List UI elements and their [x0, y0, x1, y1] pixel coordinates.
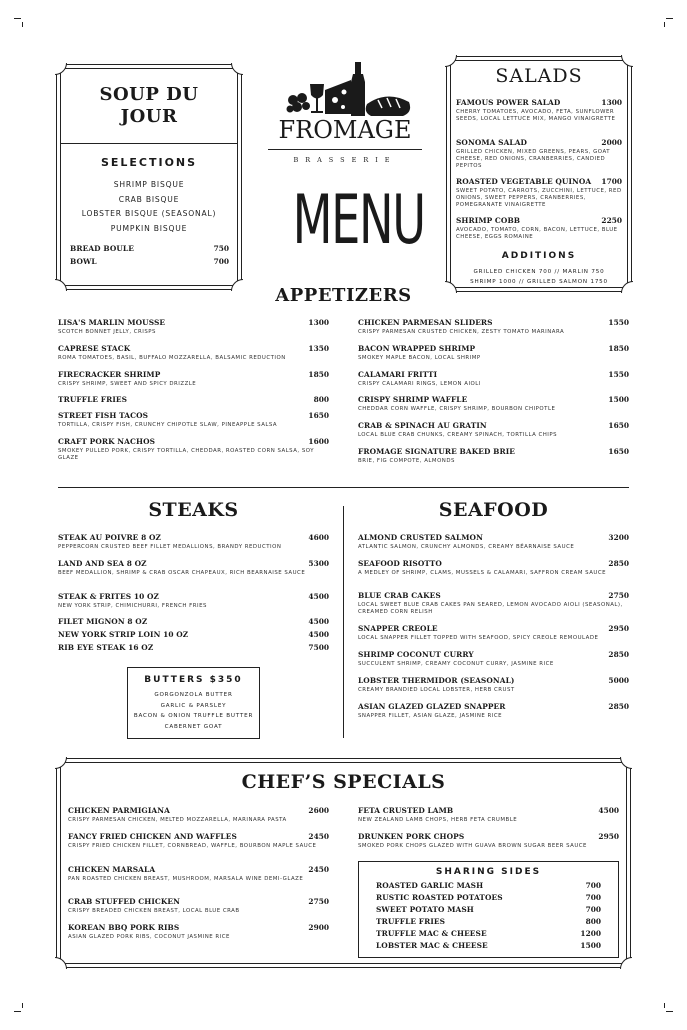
item-description: CRISPY CALAMARI RINGS, LEMON AIOLI	[358, 381, 481, 387]
chefs-item	[68, 806, 329, 824]
item-price: 1500	[580, 941, 601, 950]
appetizer-item	[58, 395, 329, 404]
item-name: RUSTIC ROASTED POTATOES	[376, 893, 503, 902]
item-name: SWEET POTATO MASH	[376, 905, 474, 914]
item-price: 1650	[308, 411, 329, 420]
item-price: 2250	[601, 216, 622, 225]
item-description: ASIAN GLAZED PORK RIBS, COCONUT JASMINE RICE	[68, 934, 230, 940]
item-name: SEAFOOD RISOTTO	[358, 559, 442, 568]
appetizer-item	[58, 370, 329, 388]
item-name: BREAD BOULE	[70, 244, 134, 253]
item-description: TORTILLA, CRISPY FISH, CRUNCHY CHIPOTLE SLAW, PINEAPPLE SALSA	[58, 422, 278, 428]
appetizer-item	[58, 411, 329, 429]
salad-item	[456, 138, 622, 171]
chefs-item	[68, 832, 329, 850]
item-name: CAPRESE STACK	[58, 344, 131, 353]
side-item	[376, 929, 601, 938]
soup-price-row	[70, 244, 229, 253]
item-price: 4500	[598, 806, 619, 815]
seafood-item	[358, 650, 629, 668]
item-description: CRISPY PARMESAN CRUSTED CHICKEN, ZESTY TOMATO MARINARA	[358, 329, 565, 335]
appetizer-item	[358, 395, 629, 413]
side-item	[376, 917, 601, 926]
item-name: SONOMA SALAD	[456, 138, 528, 147]
item-description: SCOTCH BONNET JELLY, CRISPS	[58, 329, 156, 335]
item-price: 7500	[308, 643, 329, 652]
butters-title: BUTTERS $350	[144, 675, 243, 685]
item-price: 1700	[601, 177, 622, 186]
item-name: LOBSTER THERMIDOR (SEASONAL)	[358, 676, 515, 685]
item-price: 1650	[608, 447, 629, 456]
item-description: A MEDLEY OF SHRIMP, CLAMS, MUSSELS & CALAMARI, SAFFRON CREAM SAUCE	[358, 570, 607, 576]
item-description: CREAMY BRANDIED LOCAL LOBSTER, HERB CRUST	[358, 687, 515, 693]
list-entry: BACON & ONION TRUFFLE BUTTER	[133, 713, 254, 719]
salads-title: SALADS	[495, 65, 583, 87]
soup-selection: PUMPKIN BISQUE	[110, 223, 188, 233]
menu-title: MENU	[292, 181, 425, 260]
item-name: CRAB & SPINACH AU GRATIN	[358, 421, 487, 430]
salad-item	[456, 216, 622, 241]
item-description: GRILLED CHICKEN, MIXED GREENS, PEARS, GOAT CHEESE, RED ONIONS, CRANBERRIES, CANDIED PEPITOS	[456, 149, 611, 170]
item-price: 750	[213, 244, 229, 253]
item-name: CHICKEN PARMIGIANA	[68, 806, 170, 815]
item-price: 800	[585, 917, 601, 926]
item-description: PEPPERCORN CRUSTED BEEF FILLET MEDALLIONS, BRANDY REDUCTION	[58, 544, 282, 550]
crop-mark-bottom-left	[14, 1006, 24, 1016]
steak-item	[58, 643, 329, 652]
item-price: 1300	[308, 318, 329, 327]
item-name: RIB EYE STEAK 16 OZ	[58, 643, 154, 652]
item-description: ATLANTIC SALMON, CRUNCHY ALMONDS, CREAMY BÉARNAISE SAUCE	[358, 544, 575, 550]
item-description: SWEET POTATO, CARROTS, ZUCCHINI, LETTUCE, RED ONIONS, SWEET PEPPERS, CRANBERRIES, POMEGRANATE VINAIGRETTE	[456, 188, 622, 209]
item-price: 1200	[580, 929, 601, 938]
item-price: 1850	[608, 344, 629, 353]
additions-list	[452, 267, 626, 287]
item-description: CHEDDAR CORN WAFFLE, CRISPY SHRIMP, BOURBON CHIPOTLE	[358, 406, 556, 412]
item-name: TRUFFLE FRIES	[376, 917, 446, 926]
logo-rule	[268, 149, 422, 150]
item-price: 2850	[608, 559, 629, 568]
item-price: 1650	[608, 421, 629, 430]
item-price: 2450	[308, 865, 329, 874]
item-description: CRISPY BREADED CHICKEN BREAST, LOCAL BLUE CRAB	[68, 908, 240, 914]
item-price: 2900	[308, 923, 329, 932]
soup-divider	[60, 143, 238, 144]
item-name: SHRIMP COBB	[456, 216, 521, 225]
item-price: 2950	[598, 832, 619, 841]
list-entry: GARLIC & PARSLEY	[160, 702, 227, 709]
crop-mark-bottom-right	[663, 1006, 673, 1016]
item-name: TRUFFLE FRIES	[58, 395, 128, 404]
sharing-sides-title: SHARING SIDES	[435, 867, 542, 877]
item-price: 5300	[308, 559, 329, 568]
item-description: AVOCADO, TOMATO, CORN, BACON, LETTUCE, BLUE CHEESE, EGGS ROMAINE	[456, 227, 618, 241]
item-name: FROMAGE SIGNATURE BAKED BRIE	[358, 447, 516, 456]
side-item	[376, 893, 601, 902]
soup-selections-title: SELECTIONS	[100, 156, 198, 169]
column-divider	[343, 506, 344, 738]
section-divider	[58, 487, 629, 488]
item-name: ROASTED GARLIC MASH	[376, 881, 484, 890]
appetizer-item	[58, 437, 329, 462]
item-price: 2600	[308, 806, 329, 815]
item-price: 700	[585, 881, 601, 890]
item-description: CRISPY SHRIMP, SWEET AND SPICY DRIZZLE	[58, 381, 197, 387]
seafood-item	[358, 533, 629, 551]
item-name: TRUFFLE MAC & CHEESE	[376, 929, 487, 938]
item-description: LOCAL SWEET BLUE CRAB CAKES PAN SEARED, LEMON AVOCADO AIOLI (SEASONAL), CREAMED CORN RELISH	[358, 602, 623, 616]
steak-item	[58, 559, 329, 577]
item-price: 4500	[308, 592, 329, 601]
item-name: CHICKEN MARSALA	[68, 865, 156, 874]
item-name: BOWL	[70, 257, 97, 266]
item-name: DRUNKEN PORK CHOPS	[358, 832, 465, 841]
soup-selections-list	[66, 178, 232, 236]
item-name: STREET FISH TACOS	[58, 411, 149, 420]
steak-item	[58, 592, 329, 610]
item-description: SMOKEY MAPLE BACON, LOCAL SHRIMP	[358, 355, 481, 361]
item-name: ALMOND CRUSTED SALMON	[358, 533, 483, 542]
item-price: 2750	[308, 897, 329, 906]
soup-selection: SHRIMP BISQUE	[113, 180, 185, 189]
item-price: 700	[585, 893, 601, 902]
item-price: 2950	[608, 624, 629, 633]
logo-tagline: BRASSERIE	[293, 156, 397, 164]
steaks-title: STEAKS	[148, 499, 239, 521]
item-name: SHRIMP COCONUT CURRY	[358, 650, 474, 659]
item-price: 1500	[608, 395, 629, 404]
item-description: PAN ROASTED CHICKEN BREAST, MUSHROOM, MARSALA WINE DEMI-GLAZE	[68, 876, 304, 882]
item-price: 2000	[601, 138, 622, 147]
item-description: CHERRY TOMATOES, AVOCADO, FETA, SUNFLOWER SEEDS, LOCAL LETTUCE MIX, MANGO VINAIGRETTE	[456, 109, 616, 123]
item-name: FILET MIGNON 8 OZ	[58, 617, 148, 626]
item-name: CRAFT PORK NACHOS	[58, 437, 156, 446]
seafood-item	[358, 624, 629, 642]
item-description: SUCCULENT SHRIMP, CREAMY COCONUT CURRY, JASMINE RICE	[358, 661, 554, 667]
seafood-item	[358, 702, 629, 720]
item-price: 1600	[308, 437, 329, 446]
item-name: BLUE CRAB CAKES	[358, 591, 441, 600]
steak-item	[58, 630, 329, 639]
appetizer-item	[358, 421, 629, 439]
item-description: BEEF MEDALLION, SHRIMP & CRAB OSCAR CHAPEAUX, RICH BEARNAISE SAUCE	[58, 570, 306, 576]
side-item	[376, 941, 601, 950]
item-price: 1300	[601, 98, 622, 107]
item-name: NEW YORK STRIP LOIN 10 OZ	[58, 630, 189, 639]
appetizer-item	[358, 318, 629, 336]
logo-name: FROMAGE	[278, 116, 412, 144]
appetizer-item	[358, 447, 629, 465]
side-item	[376, 905, 601, 914]
item-description: LOCAL SNAPPER FILLET TOPPED WITH SEAFOOD, SPICY CREOLE REMOULADE	[358, 635, 599, 641]
item-price: 1550	[608, 370, 629, 379]
soup-price-row	[70, 257, 229, 266]
steak-item	[58, 617, 329, 626]
appetizer-item	[358, 344, 629, 362]
chefs-item	[68, 923, 329, 941]
item-price: 3200	[608, 533, 629, 542]
item-name: CHICKEN PARMESAN SLIDERS	[358, 318, 493, 327]
appetizer-item	[358, 370, 629, 388]
item-price: 1350	[308, 344, 329, 353]
item-price: 4600	[308, 533, 329, 542]
list-entry: SHRIMP 1000 // GRILLED SALMON 1750	[470, 279, 608, 285]
seafood-item	[358, 591, 629, 616]
list-entry: CABERNET GOAT	[164, 723, 223, 730]
item-price: 2450	[308, 832, 329, 841]
item-name: ROASTED VEGETABLE QUINOA	[456, 177, 592, 186]
appetizer-item	[58, 344, 329, 362]
item-price: 2850	[608, 650, 629, 659]
seafood-title: SEAFOOD	[438, 499, 549, 521]
item-name: CRISPY SHRIMP WAFFLE	[358, 395, 468, 404]
item-description: LOCAL BLUE CRAB CHUNKS, CREAMY SPINACH, TORTILLA CHIPS	[358, 432, 558, 438]
item-name: FANCY FRIED CHICKEN AND WAFFLES	[68, 832, 237, 841]
item-name: LOBSTER MAC & CHEESE	[376, 941, 488, 950]
crop-mark-top-left	[14, 14, 24, 24]
item-price: 4500	[308, 630, 329, 639]
soup-selection: CRAB BISQUE	[118, 194, 180, 204]
item-price: 700	[585, 905, 601, 914]
item-name: KOREAN BBQ PORK RIBS	[68, 923, 180, 932]
item-description: SMOKED PORK CHOPS GLAZED WITH GUAVA BROWN SUGAR BEER SAUCE	[358, 843, 587, 849]
soup-selection: LOBSTER BISQUE (SEASONAL)	[81, 209, 217, 218]
item-name: SNAPPER CREOLE	[358, 624, 438, 633]
item-description: CRISPY FRIED CHICKEN FILLET, CORNBREAD, WAFFLE, BOURBON MAPLE SAUCE	[68, 843, 317, 849]
item-name: LAND AND SEA 8 OZ	[58, 559, 147, 568]
item-description: SNAPPER FILLET, ASIAN GLAZE, JASMINE RICE	[358, 713, 502, 719]
item-name: CALAMARI FRITTI	[358, 370, 438, 379]
item-name: STEAK AU POIVRE 8 OZ	[58, 533, 162, 542]
item-price: 4500	[308, 617, 329, 626]
seafood-item	[358, 559, 629, 577]
item-name: BACON WRAPPED SHRIMP	[358, 344, 476, 353]
item-description: CRISPY PARMESAN CHICKEN, MELTED MOZZARELLA, MARINARA PASTA	[68, 817, 287, 823]
soup-title-line1: SOUP DU	[99, 84, 199, 105]
seafood-item	[358, 676, 629, 694]
item-price: 1550	[608, 318, 629, 327]
item-name: ASIAN GLAZED GLAZED SNAPPER	[358, 702, 506, 711]
chefs-item	[358, 806, 619, 824]
crop-mark-top-right	[663, 14, 673, 24]
item-price: 5000	[608, 676, 629, 685]
salad-item	[456, 98, 622, 123]
brasserie-logo-icon	[283, 60, 415, 118]
list-entry: GRILLED CHICKEN 700 // MARLIN 750	[473, 269, 605, 275]
item-name: LISA'S MARLIN MOUSSE	[58, 318, 166, 327]
chefs-item	[358, 832, 619, 850]
steak-item	[58, 533, 329, 551]
item-price: 2850	[608, 702, 629, 711]
chefs-item	[68, 897, 329, 915]
item-description: SMOKEY PULLED PORK, CRISPY TORTILLA, CHEDDAR, ROASTED CORN SALSA, SOY GLAZE	[58, 448, 314, 462]
item-name: FIRECRACKER SHRIMP	[58, 370, 161, 379]
item-price: 800	[313, 395, 329, 404]
appetizers-title: APPETIZERS	[275, 285, 412, 306]
additions-title: ADDITIONS	[501, 251, 577, 261]
salad-item	[456, 177, 622, 210]
item-description: BRIE, FIG COMPOTE, ALMONDS	[358, 458, 455, 464]
side-item	[376, 881, 601, 890]
item-name: FAMOUS POWER SALAD	[456, 98, 561, 107]
item-name: CRAB STUFFED CHICKEN	[68, 897, 180, 906]
item-description: ROMA TOMATOES, BASIL, BUFFALO MOZZARELLA, BALSAMIC REDUCTION	[58, 355, 286, 361]
list-entry: GORGONZOLA BUTTER	[154, 692, 233, 698]
item-price: 2750	[608, 591, 629, 600]
item-price: 700	[213, 257, 229, 266]
butters-list	[127, 690, 260, 732]
chefs-specials-title: CHEF’S SPECIALS	[241, 771, 446, 793]
item-name: FETA CRUSTED LAMB	[358, 806, 454, 815]
item-name: STEAK & FRITES 10 OZ	[58, 592, 160, 601]
soup-title-line2: JOUR	[120, 106, 178, 127]
appetizer-item	[58, 318, 329, 336]
chefs-item	[68, 865, 329, 883]
item-price: 1850	[308, 370, 329, 379]
item-description: NEW YORK STRIP, CHIMICHURRI, FRENCH FRIES	[58, 603, 207, 609]
item-description: NEW ZEALAND LAMB CHOPS, HERB FETA CRUMBLE	[358, 817, 518, 823]
